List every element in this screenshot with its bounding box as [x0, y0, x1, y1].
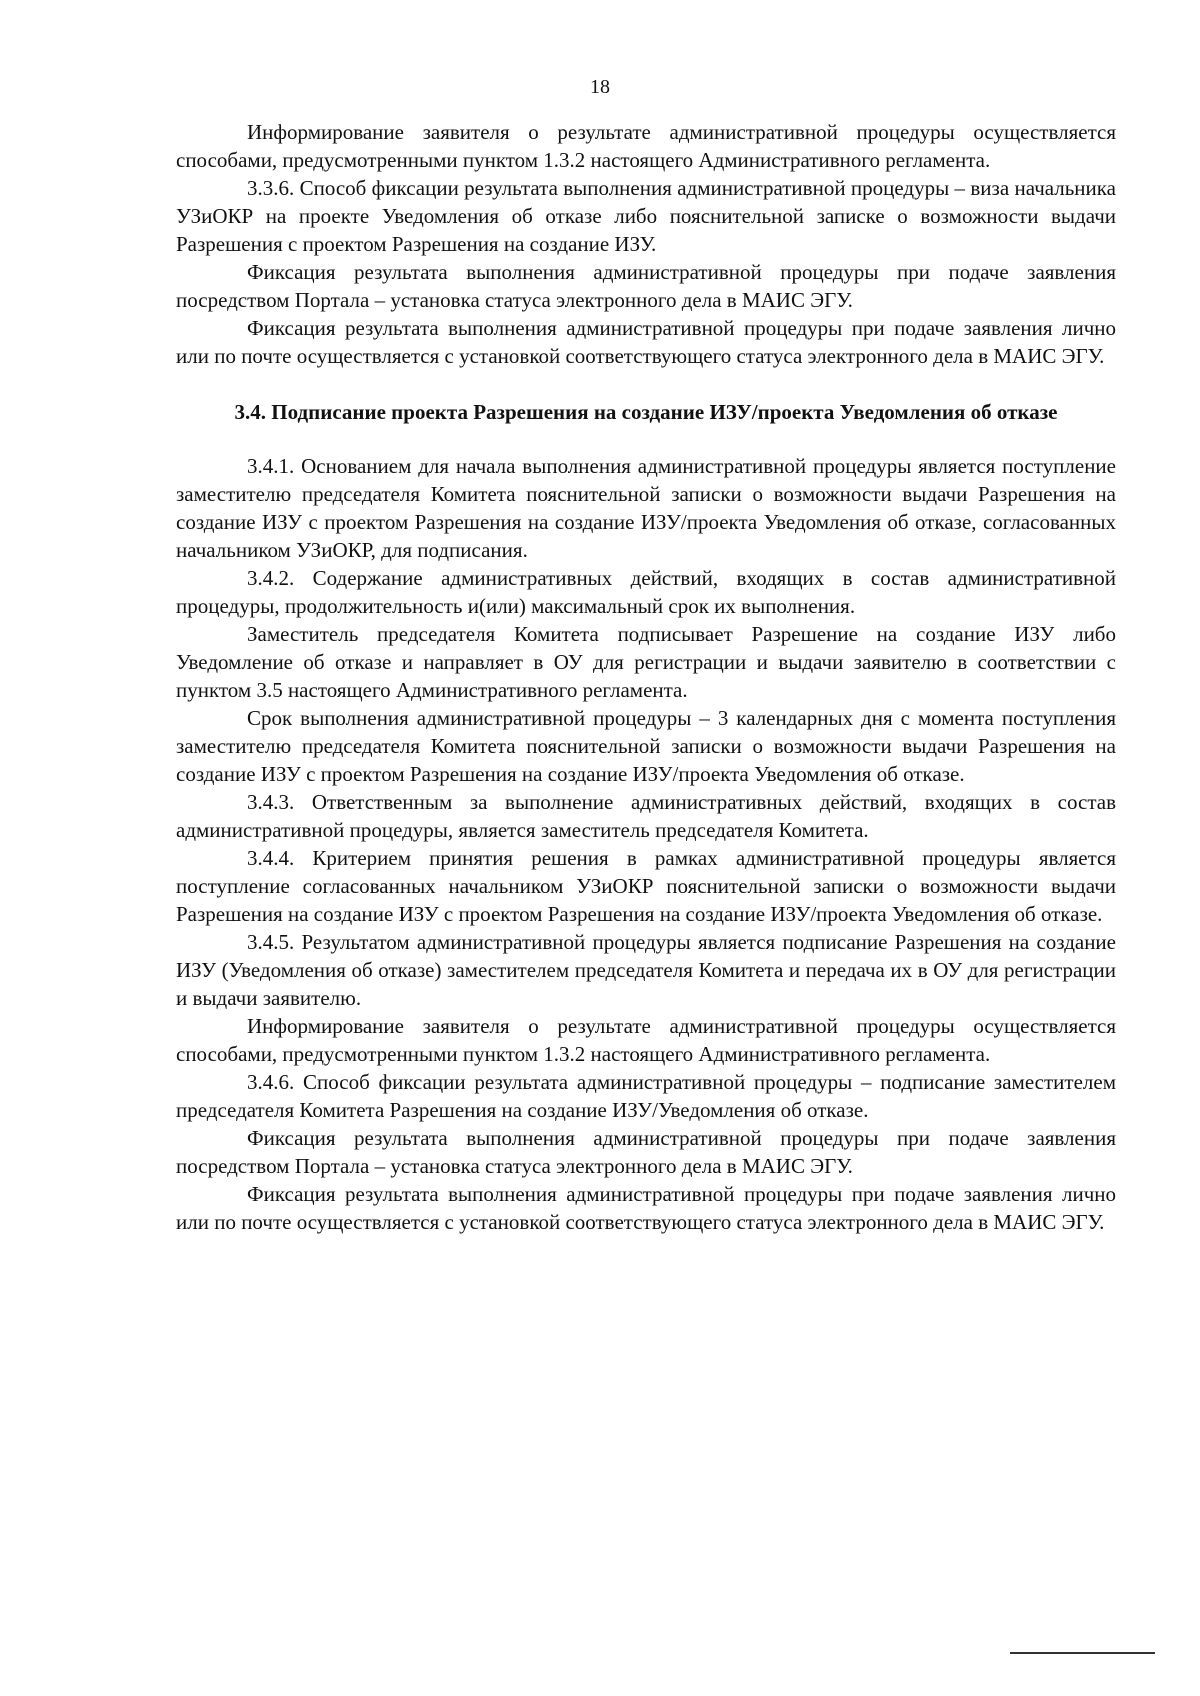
document-body — [176, 118, 1116, 1236]
paragraph: 3.4.1. Основанием для начала выполнения административной процедуры является поступление заместителю председателя Комитета пояснительной записки о возможности выдачи Разрешения на создание ИЗУ с проектом Разрешения на создание ИЗУ/проекта Уведомления об отказе, согласованных начальником УЗиОКР, для подписания. — [176, 454, 1116, 562]
page-number: 18 — [590, 76, 610, 98]
paragraph: Фиксация результата выполнения административной процедуры при подаче заявления посредством Портала – установка статуса электронного дела в МАИС ЭГУ. — [176, 1126, 1116, 1178]
paragraph: Заместитель председателя Комитета подписывает Разрешение на создание ИЗУ либо Уведомление об отказе и направляет в ОУ для регистрации и выдачи заявителю в соответствии с пунктом 3.5 настоящего Административного регламента. — [176, 622, 1116, 702]
footer-rule — [1010, 1652, 1155, 1654]
paragraph: 3.3.6. Способ фиксации результата выполнения административной процедуры – виза начальника УЗиОКР на проекте Уведомления об отказе либо пояснительной записке о возможности выдачи Разрешения с проектом Разрешения на создание ИЗУ. — [176, 176, 1116, 256]
paragraph: 3.4.2. Содержание административных действий, входящих в состав административной процедуры, продолжительность и(или) максимальный срок их выполнения. — [176, 566, 1116, 618]
paragraph: 3.4.5. Результатом административной процедуры является подписание Разрешения на создание ИЗУ (Уведомления об отказе) заместителем председателя Комитета и передача их в ОУ для регистрации и выдачи заявителю. — [176, 930, 1116, 1010]
paragraph: Фиксация результата выполнения административной процедуры при подаче заявления лично или по почте осуществляется с установкой соответствующего статуса электронного дела в МАИС ЭГУ. — [176, 316, 1116, 368]
paragraph: 3.4.4. Критерием принятия решения в рамках административной процедуры является поступление согласованных начальником УЗиОКР пояснительной записки о возможности выдачи Разрешения на создание ИЗУ с проектом Разрешения на создание ИЗУ/проекта Уведомления об отказе. — [176, 846, 1116, 926]
paragraph: Срок выполнения административной процедуры – 3 календарных дня с момента поступления заместителю председателя Комитета пояснительной записки о возможности выдачи Разрешения на создание ИЗУ с проектом Разрешения на создание ИЗУ/проекта Уведомления об отказе. — [176, 706, 1116, 786]
paragraph: 3.4.6. Способ фиксации результата административной процедуры – подписание заместителем председателя Комитета Разрешения на создание ИЗУ/Уведомления об отказе. — [176, 1070, 1116, 1122]
paragraph: Информирование заявителя о результате административной процедуры осуществляется способами, предусмотренными пунктом 1.3.2 настоящего Административного регламента. — [176, 1014, 1116, 1066]
paragraph: Информирование заявителя о результате административной процедуры осуществляется способами, предусмотренными пунктом 1.3.2 настоящего Административного регламента. — [176, 120, 1116, 172]
paragraph: Фиксация результата выполнения административной процедуры при подаче заявления лично или по почте осуществляется с установкой соответствующего статуса электронного дела в МАИС ЭГУ. — [176, 1182, 1116, 1234]
paragraph: Фиксация результата выполнения административной процедуры при подаче заявления посредством Портала – установка статуса электронного дела в МАИС ЭГУ. — [176, 260, 1116, 312]
section-heading: 3.4. Подписание проекта Разрешения на создание ИЗУ/проекта Уведомления об отказе — [234, 400, 1058, 424]
paragraph: 3.4.3. Ответственным за выполнение административных действий, входящих в состав административной процедуры, является заместитель председателя Комитета. — [176, 790, 1116, 842]
